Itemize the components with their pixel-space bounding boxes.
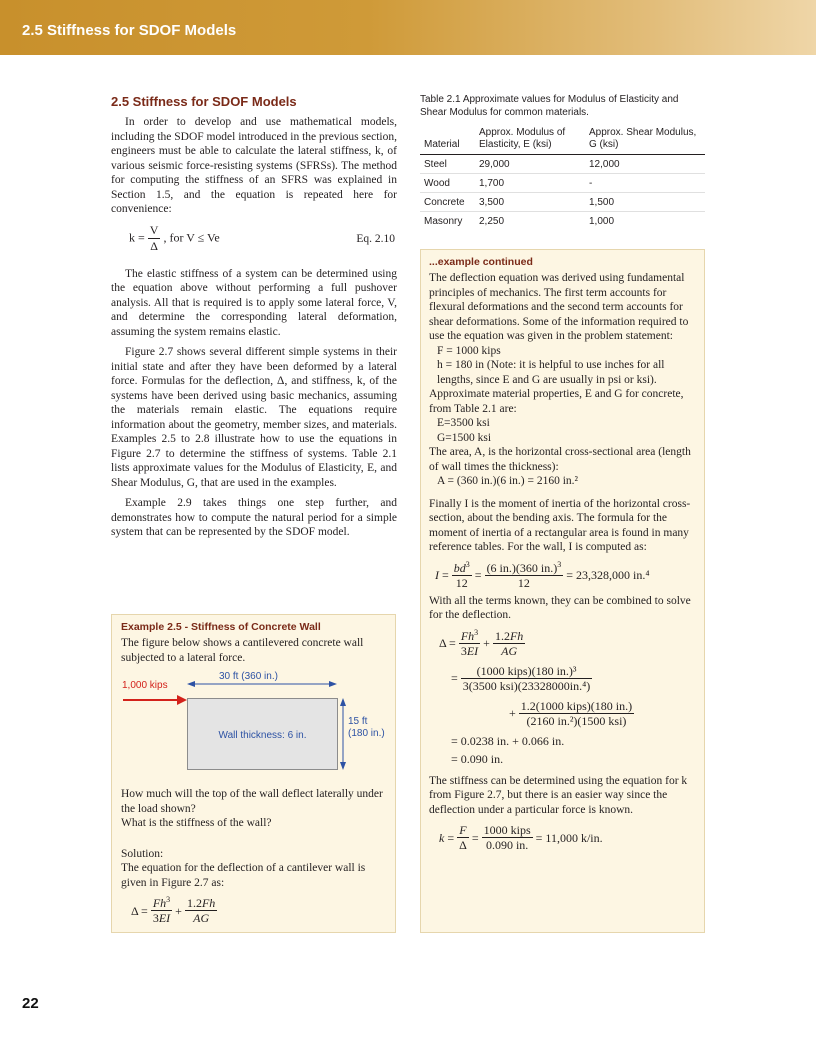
question-stiffness: What is the stiffness of the wall?	[121, 817, 272, 829]
page-number: 22	[22, 995, 39, 1012]
wall-figure	[121, 669, 386, 781]
height-dimension-label	[348, 716, 385, 740]
cell-elasticity: 2,250	[479, 215, 505, 227]
cell-material: Steel	[420, 155, 475, 174]
area-equation: A = (360 in.)(6 in.) = 2160 in.²	[437, 475, 578, 487]
eq-fraction	[148, 223, 161, 254]
e-value: E=3500 ksi	[437, 417, 490, 429]
eq-tag: Eq. 2.10	[356, 232, 395, 245]
shear-denominator: (2160 in.²)(1500 ksi)	[526, 713, 627, 728]
continued-title: ...example continued	[429, 256, 533, 268]
paragraph-figure: Figure 2.7 shows several different simple systems in their initial state and after they have been deformed by a lateral force. Formulas for the deflection, Δ, and stiffness, k, of the systems have been derived using basic mechanics, assuming the materials remain elastic. The equations require information about the geometry, member sizes, and materials. Examples 2.5 to 2.8 illustrate how to use the equations in Figure 2.7 to determine the stiffness of systems. Table 2.1 lists approximate values for the Modulus of Elasticity, E, and Shear Modulus, G, that are used in the examples.	[111, 346, 397, 489]
cell-shear: 12,000	[585, 155, 705, 174]
table-caption: Table 2.1 Approximate values for Modulus of Elasticity and Shear Modulus for common materials.	[420, 94, 679, 118]
eq-lhs: k =	[129, 229, 145, 244]
height-label-line2: (180 in.)	[348, 728, 385, 739]
cell-shear: -	[585, 174, 705, 193]
deflection-result: = 0.090 in.	[451, 751, 504, 766]
stiffness-numerator: 1000 kips	[483, 823, 531, 837]
modulus-table	[420, 125, 705, 231]
flexure-numerator: (1000 kips)(180 in.)³	[461, 664, 593, 679]
force-value: F = 1000 kips	[437, 344, 501, 357]
cell-material: Wood	[420, 174, 475, 193]
inertia-result: = 23,328,000 in.⁴	[566, 568, 650, 582]
continued-p3: The area, A, is the horizontal cross-sectional area (length of wall times the thickness):	[429, 446, 691, 473]
flexure-denominator: 3(3500 ksi)(23328000in.⁴)	[462, 678, 591, 693]
col-header-shear: Approx. Shear Modulus, G (ksi)	[585, 125, 705, 155]
cell-elasticity: 29,000	[475, 155, 585, 174]
header-banner	[0, 0, 816, 55]
section-column	[111, 94, 397, 546]
cell-material: Masonry	[424, 215, 463, 227]
section-heading: 2.5 Stiffness for SDOF Models	[111, 94, 297, 109]
stiffness-denominator: 0.090 in.	[485, 838, 529, 852]
table-row	[420, 155, 705, 174]
continued-p5: With all the terms known, they can be combined to solve for the deflection.	[429, 594, 691, 621]
height-value: h = 180 in (Note: it is helpful to use inches for all lengths, since E and G are usually in psi or ksi).	[437, 359, 665, 386]
table-row	[420, 174, 705, 193]
inertia-formula: I = $\frac{bd^3}{12}$ = $\frac{(6 in.)(360 in.)^3}{12}$ = 23,328,000 in.⁴	[435, 559, 650, 590]
eq-denominator: Δ	[150, 238, 158, 253]
deflection-calculation: Δ = $\frac{Fh^3}{3EI}$ + $\frac{1.2Fh}{AG}$ = $\frac{\text{(1000 kips)(180 in.)³}}{\text{3(3500 ksi)(23328000in.⁴)}}$ + $\frac{\text{1.2(1000 kips)(180 in.)}}{\text{(2160 in.²)(1500 ksi)}}$ = 0.0238 in. + 0.066 in. = 0.090 in.	[439, 629, 696, 766]
table-row	[420, 193, 705, 212]
paragraph-intro: In order to develop and use mathematical models, including the SDOF model introduced in the previous section, engineers must be able to calculate the lateral stiffness, k, of various seismic force-resisting systems (SFRSs). The method for computing the stiffness of an SFRS was explained in Section 1.5, and the equation is repeated here for convenience:	[111, 116, 397, 215]
cell-material: Concrete	[420, 193, 475, 212]
eq-condition: , for V ≤ Ve	[163, 229, 220, 244]
stiffness-result: = 11,000 k/in.	[535, 830, 603, 845]
deflection-sum: = 0.0238 in. + 0.066 in.	[451, 733, 565, 748]
equation-2-10	[111, 223, 397, 259]
paragraph-period: Example 2.9 takes things one step further, and demonstrates how to compute the natural period for a simple system that can be represented by the SDOF model.	[111, 497, 397, 538]
table-row	[420, 212, 705, 231]
continued-p2: Approximate material properties, E and G for concrete, from Table 2.1 are:	[429, 388, 684, 415]
paragraph-elastic: The elastic stiffness of a system can be determined using the equation above without performing a full pushover analysis. All that is required is to apply some lateral force, V, and determine the corresponding lateral deformation, assuming the system remains elastic.	[111, 267, 397, 338]
example-box	[111, 614, 396, 933]
cell-shear: 1,000	[589, 215, 615, 227]
continued-p1: The deflection equation was derived using fundamental principles of mechanics. The first term accounts for flexural deformations and the second term accounts for shear deformations. Some of the information required to use the equation was given in the problem statement:	[429, 272, 689, 342]
header-title: 2.5 Stiffness for SDOF Models	[22, 22, 237, 39]
stiffness-calculation: k = $\frac{F}{\Delta}$ = $\frac{\text{1000 kips}}{0.090 in.}$ = 11,000 k/in.	[439, 823, 603, 852]
shear-numerator: 1.2(1000 kips)(180 in.)	[520, 698, 633, 713]
g-value: G=1500 ksi	[437, 431, 492, 444]
cell-elasticity: 1,700	[475, 174, 585, 193]
height-label-line1: 15 ft	[348, 716, 368, 727]
example-intro: The figure below shows a cantilevered concrete wall subjected to a lateral force.	[121, 637, 364, 664]
col-header-elasticity: Approx. Modulus of Elasticity, E (ksi)	[475, 125, 585, 155]
continued-p4: Finally I is the moment of inertia of the horizontal cross-section, about the bending axis. The formula for the moment of inertia of a rectangular area is found in many reference tables. For the wall, I is computed as:	[429, 497, 691, 553]
example-title: Example 2.5 - Stiffness of Concrete Wall	[121, 621, 321, 633]
eq-numerator: V	[149, 222, 159, 237]
solution-label: Solution:	[121, 847, 164, 860]
cell-shear: 1,500	[585, 193, 705, 212]
question-deflection: How much will the top of the wall deflect laterally under the load shown?	[121, 788, 383, 815]
width-dimension-label: 30 ft (360 in.)	[219, 671, 278, 682]
cell-elasticity: 3,500	[475, 193, 585, 212]
load-label: 1,000 kips	[122, 680, 168, 691]
example-continued-box	[420, 249, 705, 933]
col-header-material: Material	[420, 125, 475, 155]
table-2-1	[420, 94, 705, 231]
deflection-formula: Δ = $\frac{Fh^3}{3EI}$ + $\frac{1.2Fh}{AG}$	[131, 895, 216, 925]
solution-text: The equation for the deflection of a cantilever wall is given in Figure 2.7 as:	[121, 862, 366, 889]
wall-thickness-label: Wall thickness: 6 in.	[218, 730, 307, 741]
continued-p6: The stiffness can be determined using the equation for k from Figure 2.7, but there is an easier way since the deflection under a particular force is known.	[429, 774, 688, 816]
